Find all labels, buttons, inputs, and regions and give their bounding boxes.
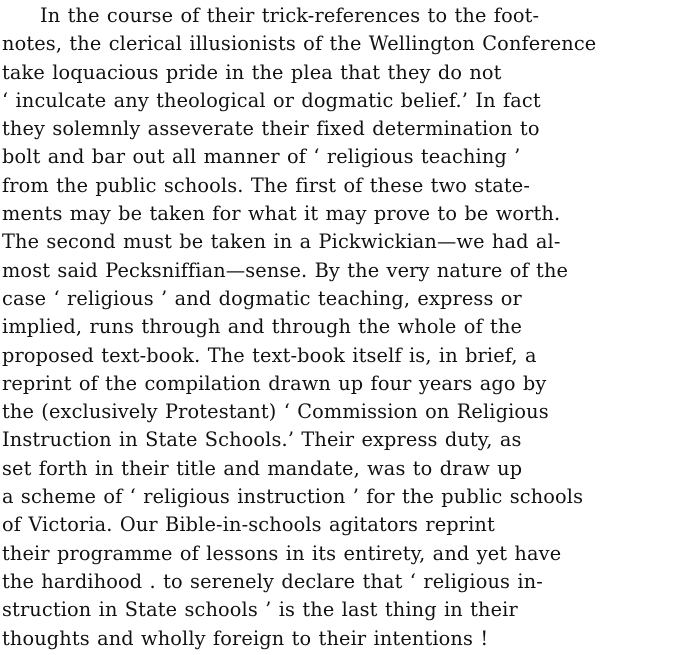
text-line: implied, runs through and through the whole of the [2,315,523,339]
text-line: bolt and bar out all manner of ‘ religious teaching ’ [2,145,521,169]
text-line: case ‘ religious ’ and dogmatic teaching, express or [2,286,522,310]
text-line: most said Pecksniffian—sense. By the very nature of the [2,258,569,282]
text-line: thoughts and wholly foreign to their intentions ! [2,626,489,650]
article-paragraph [2,2,674,653]
text-line: they solemnly asseverate their fixed determination to [2,117,540,141]
text-line: of Victoria. Our Bible-in-schools agitators reprint [2,513,495,537]
text-line: The second must be taken in a Pickwickian—we had al- [2,230,561,254]
text-line: from the public schools. The first of these two state- [2,173,530,197]
text-line: set forth in their title and mandate, was to draw up [2,456,523,480]
text-line: a scheme of ‘ religious instruction ’ for the public schools [2,485,584,509]
text-line: their programme of lessons in its entirety, and yet have [2,541,562,565]
text-line: In the course of their trick-references to the foot- [40,4,540,27]
text-line: take loquacious pride in the plea that they do not [2,60,502,84]
text-line: the hardihood . to serenely declare that ‘ religious in- [2,569,543,593]
text-line: ‘ inculcate any theological or dogmatic belief.’ In fact [2,88,541,112]
text-line: notes, the clerical illusionists of the Wellington Conference [2,32,597,56]
text-line: proposed text-book. The text-book itself is, in brief, a [2,343,537,367]
text-line: reprint of the compilation drawn up four years ago by [2,371,547,395]
text-line: ments may be taken for what it may prove to be worth. [2,202,561,226]
text-line: Instruction in State Schools.’ Their express duty, as [2,428,522,452]
text-line: struction in State schools ’ is the last thing in their [2,598,518,622]
text-line: the (exclusively Protestant) ‘ Commission on Religious [2,400,549,424]
